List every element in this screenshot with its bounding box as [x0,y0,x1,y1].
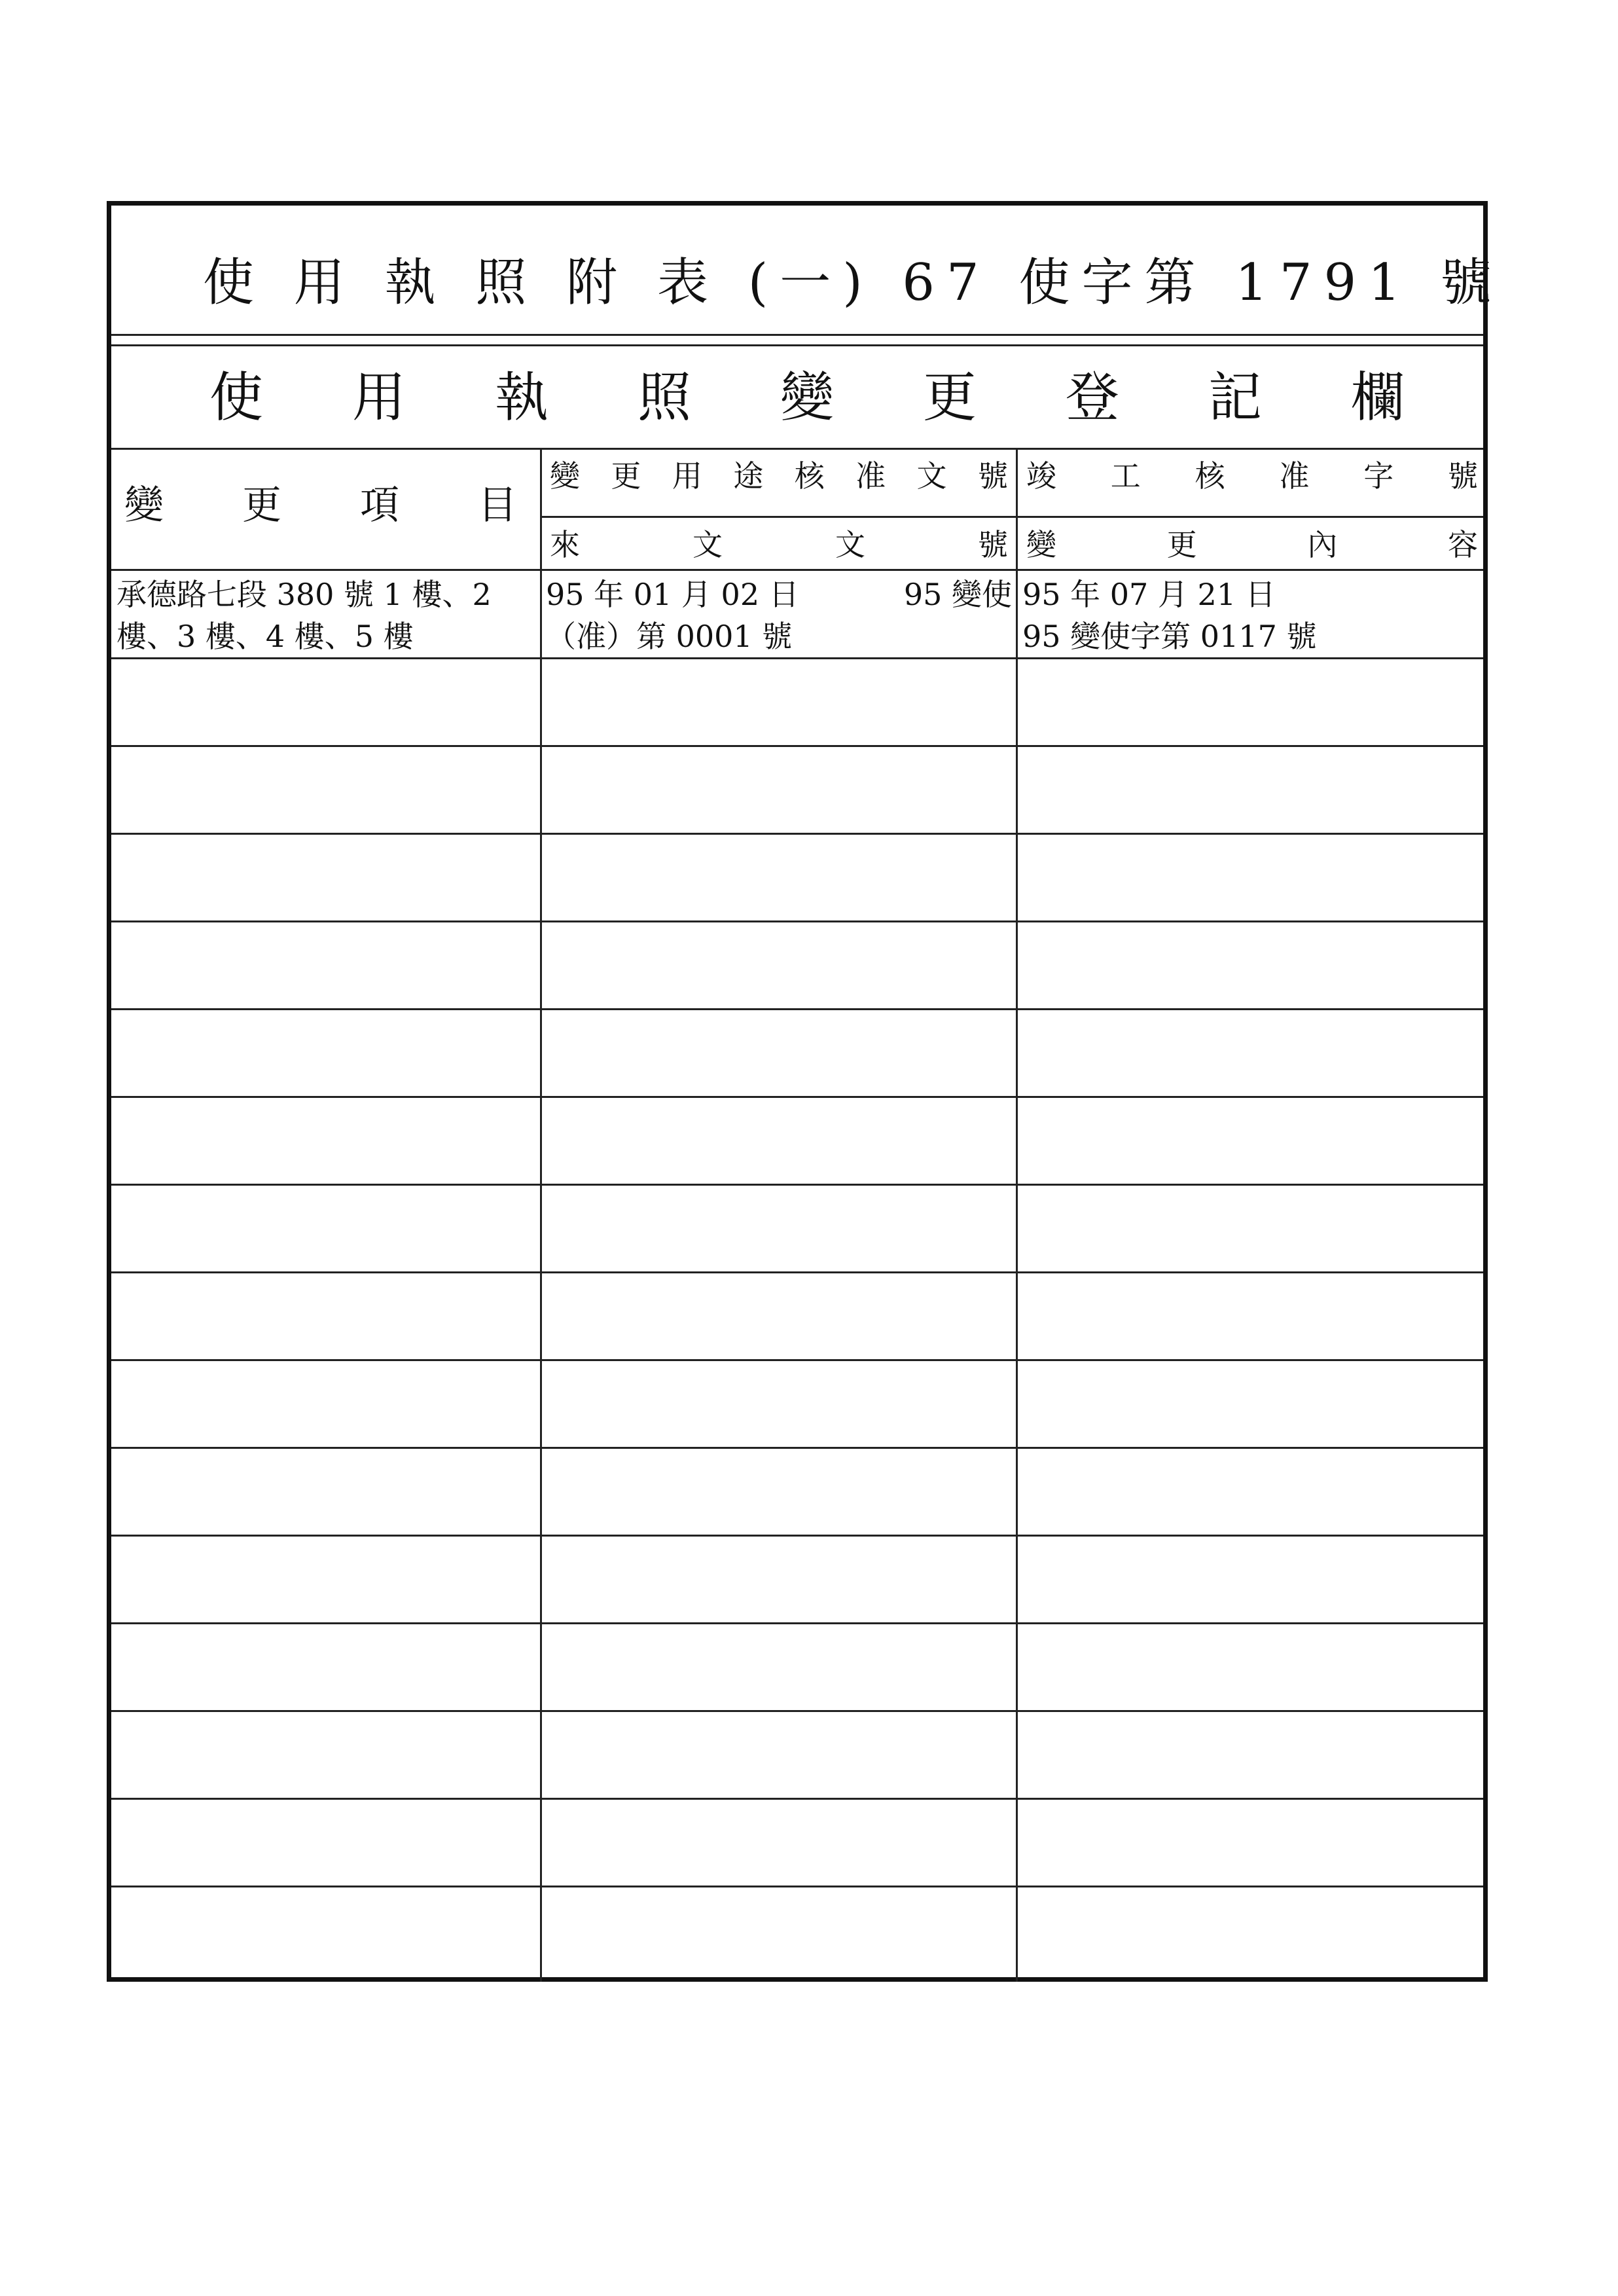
header-char: 用 [672,458,702,494]
divider [111,344,1483,346]
section-title-char: 用 [351,367,406,429]
header-char: 竣 [1026,458,1056,494]
change-item-line: 承德路七段 380 號 1 樓、2 [117,577,492,612]
header-char: 准 [1279,458,1310,494]
header-char: 容 [1447,527,1478,562]
change-registration-form [107,201,1503,1982]
column-header-completion-no [1026,458,1478,494]
section-title-char: 更 [922,367,977,429]
section-title-char: 照 [637,367,691,429]
section-title-char: 使 [209,367,264,429]
section-title-char: 變 [780,367,834,429]
row-divider [111,833,1483,835]
row-divider [111,1359,1483,1361]
section-title-char: 登 [1065,367,1119,429]
header-char: 途 [733,458,764,494]
doc-number-cell [546,574,1012,657]
row-divider [111,1184,1483,1186]
header-char: 准 [855,458,886,494]
row-divider [111,1271,1483,1273]
header-char: 文 [835,527,865,562]
column-header-item [124,483,517,528]
header-char: 變 [1026,527,1056,562]
row-divider [111,1710,1483,1712]
row-divider [111,1008,1483,1010]
column-header-doc-no [550,458,1008,494]
header-char: 目 [478,483,517,528]
row-divider [111,1096,1483,1098]
section-title-char: 欄 [1350,367,1405,429]
divider [540,516,1483,518]
header-char: 文 [692,527,723,562]
change-item-cell [117,574,492,657]
header-char: 文 [916,458,947,494]
header-char: 更 [242,483,281,528]
completion-number: 95 變使字第 0117 號 [1022,619,1317,654]
row-divider [111,920,1483,922]
form-title: 使 用 執 照 附 表 (一) 67 使字第 1791 號 [203,253,1503,312]
header-char: 字 [1363,458,1394,494]
divider [111,334,1483,336]
row-divider [111,657,1483,659]
row-divider [111,1622,1483,1624]
header-char: 內 [1307,527,1338,562]
row-divider [111,1798,1483,1800]
doc-number-prefix: 95 變使 [903,577,1012,612]
section-title-char: 記 [1208,367,1262,429]
header-char: 項 [360,483,399,528]
divider [111,448,1483,450]
change-item-line: 樓、3 樓、4 樓、5 樓 [117,619,414,654]
row-divider [111,1535,1483,1537]
column-header-change-content [1026,527,1478,562]
column-divider [540,448,542,1982]
header-char: 號 [978,527,1008,562]
row-divider [111,745,1483,747]
header-char: 更 [1166,527,1197,562]
header-char: 核 [794,458,825,494]
header-char: 變 [550,458,580,494]
header-char: 更 [611,458,641,494]
section-title-char: 執 [494,367,548,429]
header-char: 核 [1195,458,1225,494]
doc-number: （准）第 0001 號 [546,619,793,654]
header-char: 號 [977,458,1008,494]
header-char: 號 [1447,458,1478,494]
divider [111,569,1483,571]
header-char: 來 [550,527,580,562]
header-char: 工 [1110,458,1141,494]
row-divider [111,1447,1483,1449]
doc-date: 95 年 01 月 02 日 [546,577,799,612]
column-header-incoming-doc [550,527,1008,562]
completion-cell [1022,574,1316,657]
completion-date: 95 年 07 月 21 日 [1022,577,1276,612]
header-char: 變 [124,483,164,528]
row-divider [111,1886,1483,1887]
column-divider [1016,448,1018,1982]
section-title [111,355,1483,433]
